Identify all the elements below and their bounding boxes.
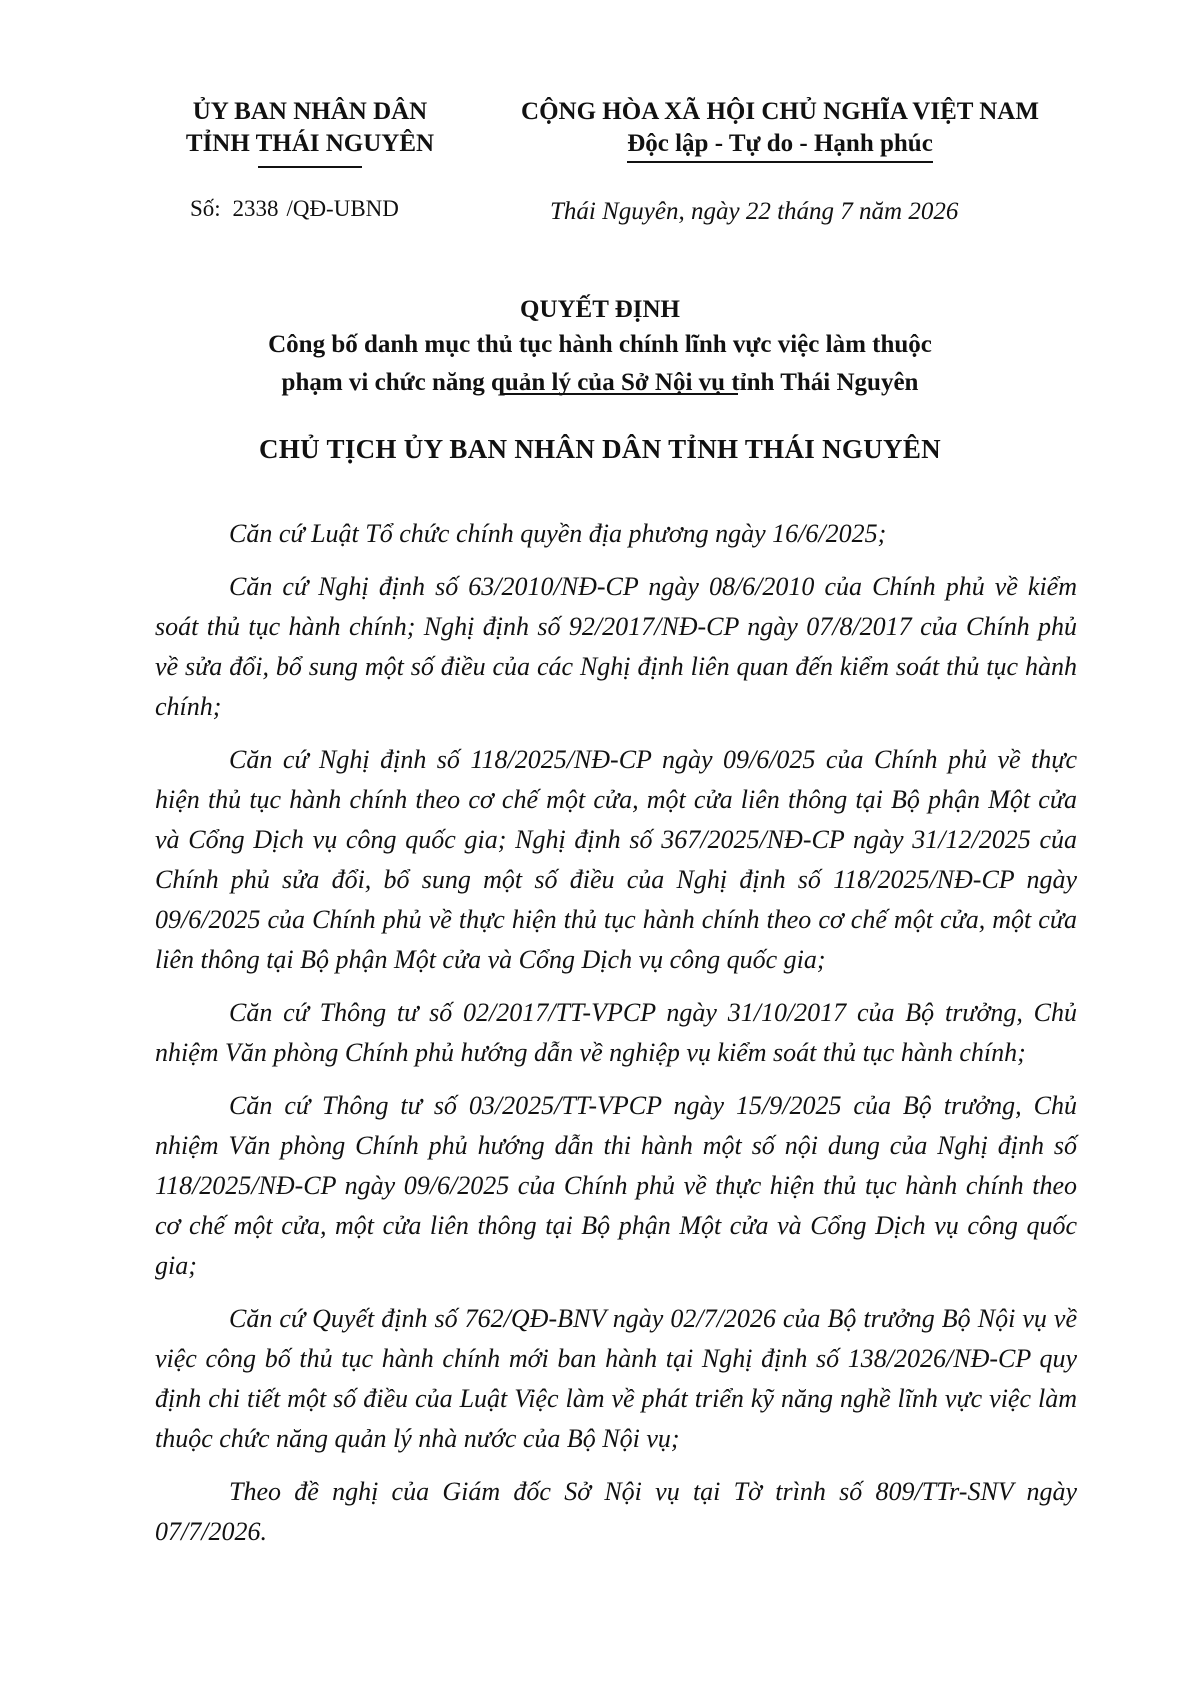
number-suffix: /QĐ-UBND (286, 196, 399, 221)
number-value: 2338 (232, 196, 279, 221)
legal-basis-paragraph: Căn cứ Thông tư số 03/2025/TT-VPCP ngày 15/9/2025 của Bộ trưởng, Chủ nhiệm Văn phòng Chính phủ hướng dẫn thi hành một số nội dung của Nghị định số 118/2025/NĐ-CP ngày 09/6/2025 của Chính phủ về thực hiện thủ tục hành chính theo cơ chế một cửa, một cửa liên thông tại Bộ phận Một cửa và Cổng Dịch vụ công quốc gia; (155, 1091, 1077, 1280)
legal-basis-paragraph: Căn cứ Quyết định số 762/QĐ-BNV ngày 02/7/2026 của Bộ trưởng Bộ Nội vụ về việc công bố thủ tục hành chính mới ban hành tại Nghị định số 138/2026/NĐ-CP quy định chi tiết một số điều của Luật Việc làm về phát triển kỹ năng nghề lĩnh vực việc làm thuộc chức năng quản lý nhà nước của Bộ Nội vụ; (155, 1304, 1077, 1453)
document-number (190, 196, 399, 222)
legal-basis-paragraph: Căn cứ Thông tư số 02/2017/TT-VPCP ngày 31/10/2017 của Bộ trưởng, Chủ nhiệm Văn phòng Chính phủ hướng dẫn về nghiệp vụ kiểm soát thủ tục hành chính; (155, 998, 1077, 1067)
authority-heading: CHỦ TỊCH ỦY BAN NHÂN DÂN TỈNH THÁI NGUYÊN (259, 434, 941, 464)
number-prefix: Số: (190, 196, 221, 221)
legal-basis-paragraph: Căn cứ Luật Tổ chức chính quyền địa phương ngày 16/6/2025; (229, 519, 887, 548)
agency-underline (258, 166, 362, 168)
title-main: QUYẾT ĐỊNH (520, 296, 680, 323)
legal-basis-paragraph: Căn cứ Nghị định số 118/2025/NĐ-CP ngày 09/6/025 của Chính phủ về thực hiện thủ tục hành chính theo cơ chế một cửa, một cửa liên thông tại Bộ phận Một cửa và Cổng Dịch vụ công quốc gia; Nghị định số 367/2025/NĐ-CP ngày 31/12/2025 của Chính phủ sửa đổi, bổ sung một số điều của Nghị định số 118/2025/NĐ-CP ngày 09/6/2025 của Chính phủ về thực hiện thủ tục hành chính theo cơ chế một cửa, một cửa liên thông tại Bộ phận Một cửa và Cổng Dịch vụ công quốc gia; (155, 745, 1077, 974)
issue-date: Thái Nguyên, ngày 22 tháng 7 năm 2026 (550, 198, 959, 225)
country-name: CỘNG HÒA XÃ HỘI CHỦ NGHĨA VIỆT NAM (521, 98, 1039, 125)
national-motto: Độc lập - Tự do - Hạnh phúc (627, 129, 933, 163)
proposal-paragraph: Theo đề nghị của Giám đốc Sở Nội vụ tại Tờ trình số 809/TTr-SNV ngày 07/7/2026. (155, 1477, 1077, 1546)
title-subject-line-2: phạm vi chức năng quản lý của Sở Nội vụ tỉnh Thái Nguyên (281, 369, 919, 396)
title-subject-line-1: Công bố danh mục thủ tục hành chính lĩnh vực việc làm thuộc (268, 331, 932, 358)
national-title (470, 96, 1090, 163)
title-underline (502, 393, 738, 395)
issuing-agency (160, 96, 460, 160)
legal-basis-paragraph: Căn cứ Nghị định số 63/2010/NĐ-CP ngày 08/6/2010 của Chính phủ về kiểm soát thủ tục hành chính; Nghị định số 92/2017/NĐ-CP ngày 07/8/2017 của Chính phủ về sửa đổi, bổ sung một số điều của các Nghị định liên quan đến kiểm soát thủ tục hành chính; (155, 572, 1077, 721)
document-title (120, 294, 1080, 402)
agency-line-2: TỈNH THÁI NGUYÊN (185, 130, 435, 157)
agency-line-1: ỦY BAN NHÂN DÂN (192, 98, 428, 125)
document-body (155, 514, 1077, 1565)
